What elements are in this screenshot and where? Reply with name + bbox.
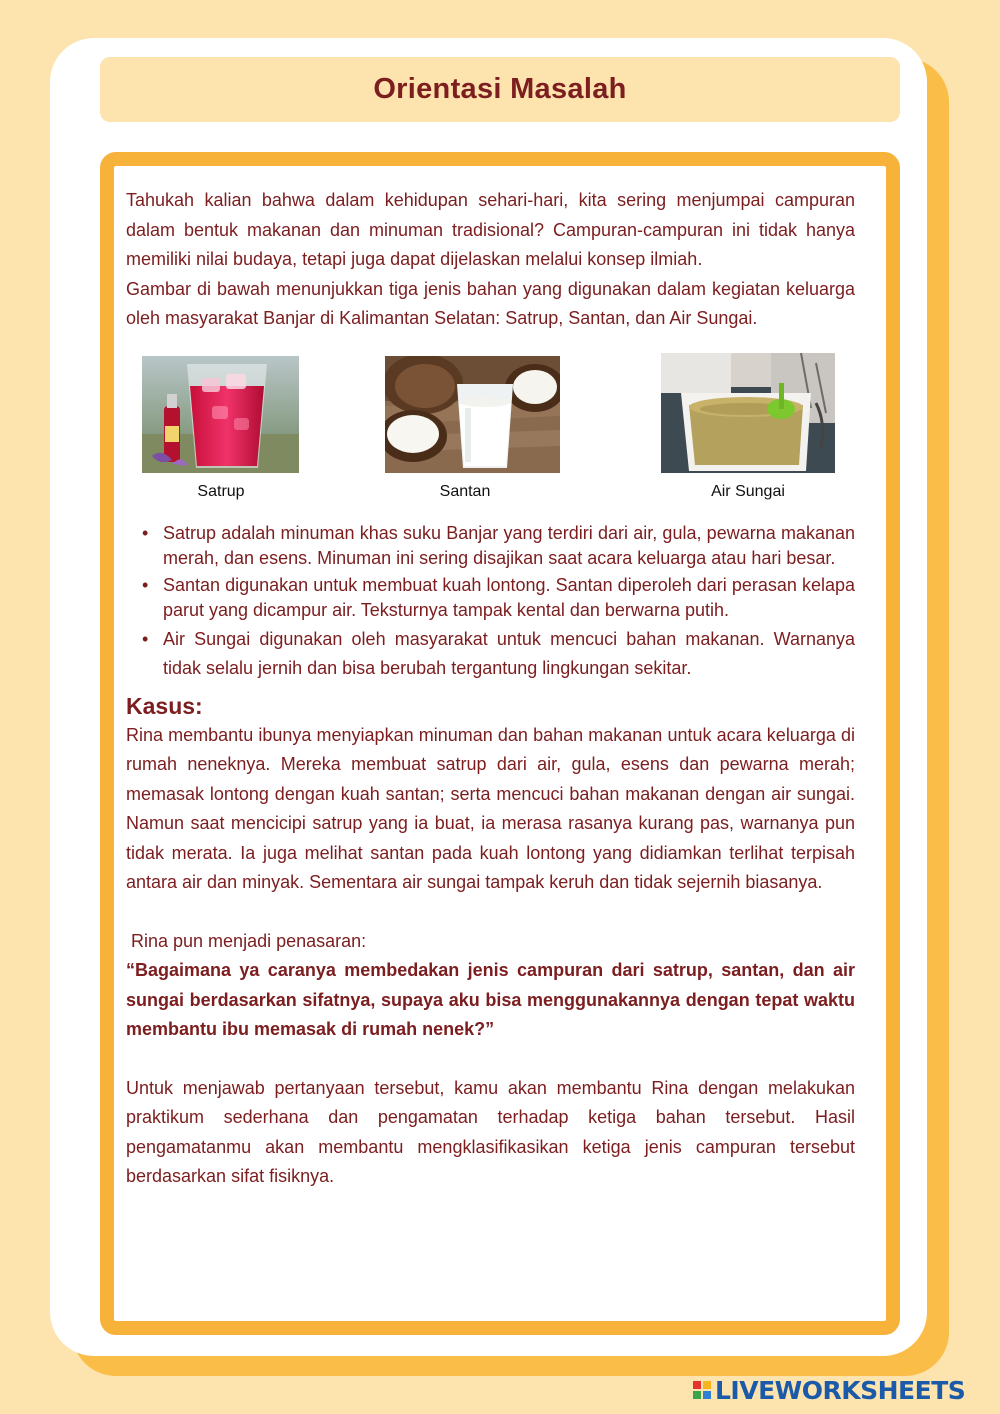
satrup-image xyxy=(142,356,299,473)
liveworksheets-logo xyxy=(693,1374,965,1406)
kasus-question: “Bagaimana ya caranya membedakan jenis campuran dari satrup, santan, dan air sungai berdasarkan sifatnya, supaya aku bisa menggunakannya dengan tepat waktu membantu ibu memasak di rumah nenek?” xyxy=(126,960,855,1039)
santan-photo xyxy=(385,356,560,473)
spacer xyxy=(126,898,855,927)
kasus-heading: Kasus: xyxy=(126,692,203,719)
air-sungai-image xyxy=(661,353,835,473)
santan-image xyxy=(385,356,560,473)
bullet-item-satrup: • Satrup adalah minuman khas suku Banjar yang terdiri dari air, gula, pewarna makanan merah, dan esens. Minuman ini sering disajikan saat acara keluarga atau hari besar. xyxy=(163,521,855,571)
air-sungai-photo xyxy=(661,353,835,473)
title-bar xyxy=(100,57,900,122)
bullet-item-santan: • Santan digunakan untuk membuat kuah lontong. Santan diperoleh dari perasan kelapa parut yang dicampur air. Teksturnya tampak kental dan berwarna putih. xyxy=(163,573,855,623)
kasus-body: Rina membantu ibunya menyiapkan minuman dan bahan makanan untuk acara keluarga di rumah neneknya. Mereka membuat satrup dari air, gula, esens dan pewarna merah; memasak lontong dengan kuah santan; serta mencuci bahan makanan dengan air sungai. Namun saat mencicipi satrup yang ia buat, ia merasa rasanya kurang pas, warnanya pun tidak merata. Ia juga melihat santan pada kuah lontong yang didiamkan terlihat terpisah antara air dan minyak. Sementara air sungai tampak keruh dan tidak sejernih biasanya. xyxy=(126,724,855,892)
logo-text: LIVEWORKSHEETS xyxy=(715,1375,966,1405)
bullet-list xyxy=(126,521,855,683)
satrup-photo xyxy=(142,356,299,473)
photo-row xyxy=(126,356,855,521)
content xyxy=(126,186,855,1192)
caption-air-sungai: Air Sungai xyxy=(711,482,785,500)
kasus-lead: Rina pun menjadi penasaran: xyxy=(126,930,367,951)
page-title: Orientasi Masalah xyxy=(373,73,627,105)
logo-mark-icon xyxy=(693,1381,711,1399)
intro-paragraph-1: Tahukah kalian bahwa dalam kehidupan sehari-hari, kita sering menjumpai campuran dalam bentuk makanan dan minuman tradisional? Campuran-campuran ini tidak hanya memiliki nilai budaya, tetapi juga dapat dijelaskan melalui konsep ilmiah. xyxy=(126,190,855,269)
caption-satrup: Satrup xyxy=(197,482,245,500)
kasus-closing: Untuk menjawab pertanyaan tersebut, kamu akan membantu Rina dengan melakukan praktikum sederhana dan pengamatan terhadap ketiga bahan tersebut. Hasil pengamatanmu akan membantu mengklasifikasikan ketiga jenis campuran tersebut berdasarkan sifat fisiknya. xyxy=(126,1077,855,1186)
caption-santan: Santan xyxy=(439,482,491,500)
intro-paragraph-2: Gambar di bawah menunjukkan tiga jenis bahan yang digunakan dalam kegiatan keluarga oleh masyarakat Banjar di Kalimantan Selatan: Satrup, Santan, dan Air Sungai. xyxy=(126,278,855,328)
spacer xyxy=(126,1045,855,1074)
bullet-item-air-sungai: • Air Sungai digunakan oleh masyarakat untuk mencuci bahan makanan. Warnanya tidak selalu jernih dan bisa berubah tergantung lingkungan sekitar. xyxy=(163,625,855,683)
